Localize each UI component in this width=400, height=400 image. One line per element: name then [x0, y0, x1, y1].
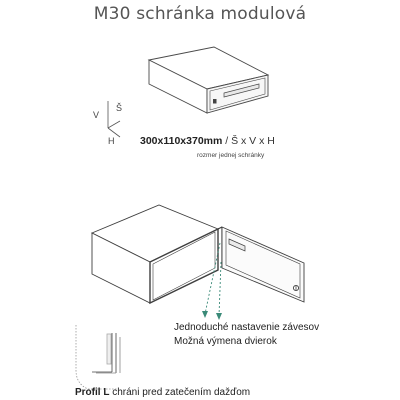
feature-hinge-adjustment: Jednoduché nastavenie závesov	[174, 322, 320, 333]
axis-label-depth: Š	[116, 103, 123, 113]
profil-label: Profil L	[75, 387, 110, 398]
dimensions-order: / Š x V x H	[222, 135, 275, 147]
open-mailbox-drawing	[92, 205, 304, 303]
dimensions-value: 300x110x370mm	[140, 135, 223, 147]
closed-mailbox-drawing	[149, 47, 268, 113]
profil-l-detail	[76, 325, 120, 389]
axis-label-vertical: V	[93, 110, 100, 120]
feature-door-replacement: Možná výmena dvierok	[174, 336, 277, 347]
page-title: M30 schránka modulová	[93, 4, 307, 24]
axis-label-horizontal: H	[108, 136, 115, 146]
profil-note	[75, 387, 250, 398]
dimensions-note: rozmer jednej schránky	[197, 152, 265, 159]
arrow-heads	[202, 311, 222, 320]
dimensions-line	[140, 135, 275, 147]
profil-text: chráni pred zatečením dažďom	[109, 387, 251, 398]
